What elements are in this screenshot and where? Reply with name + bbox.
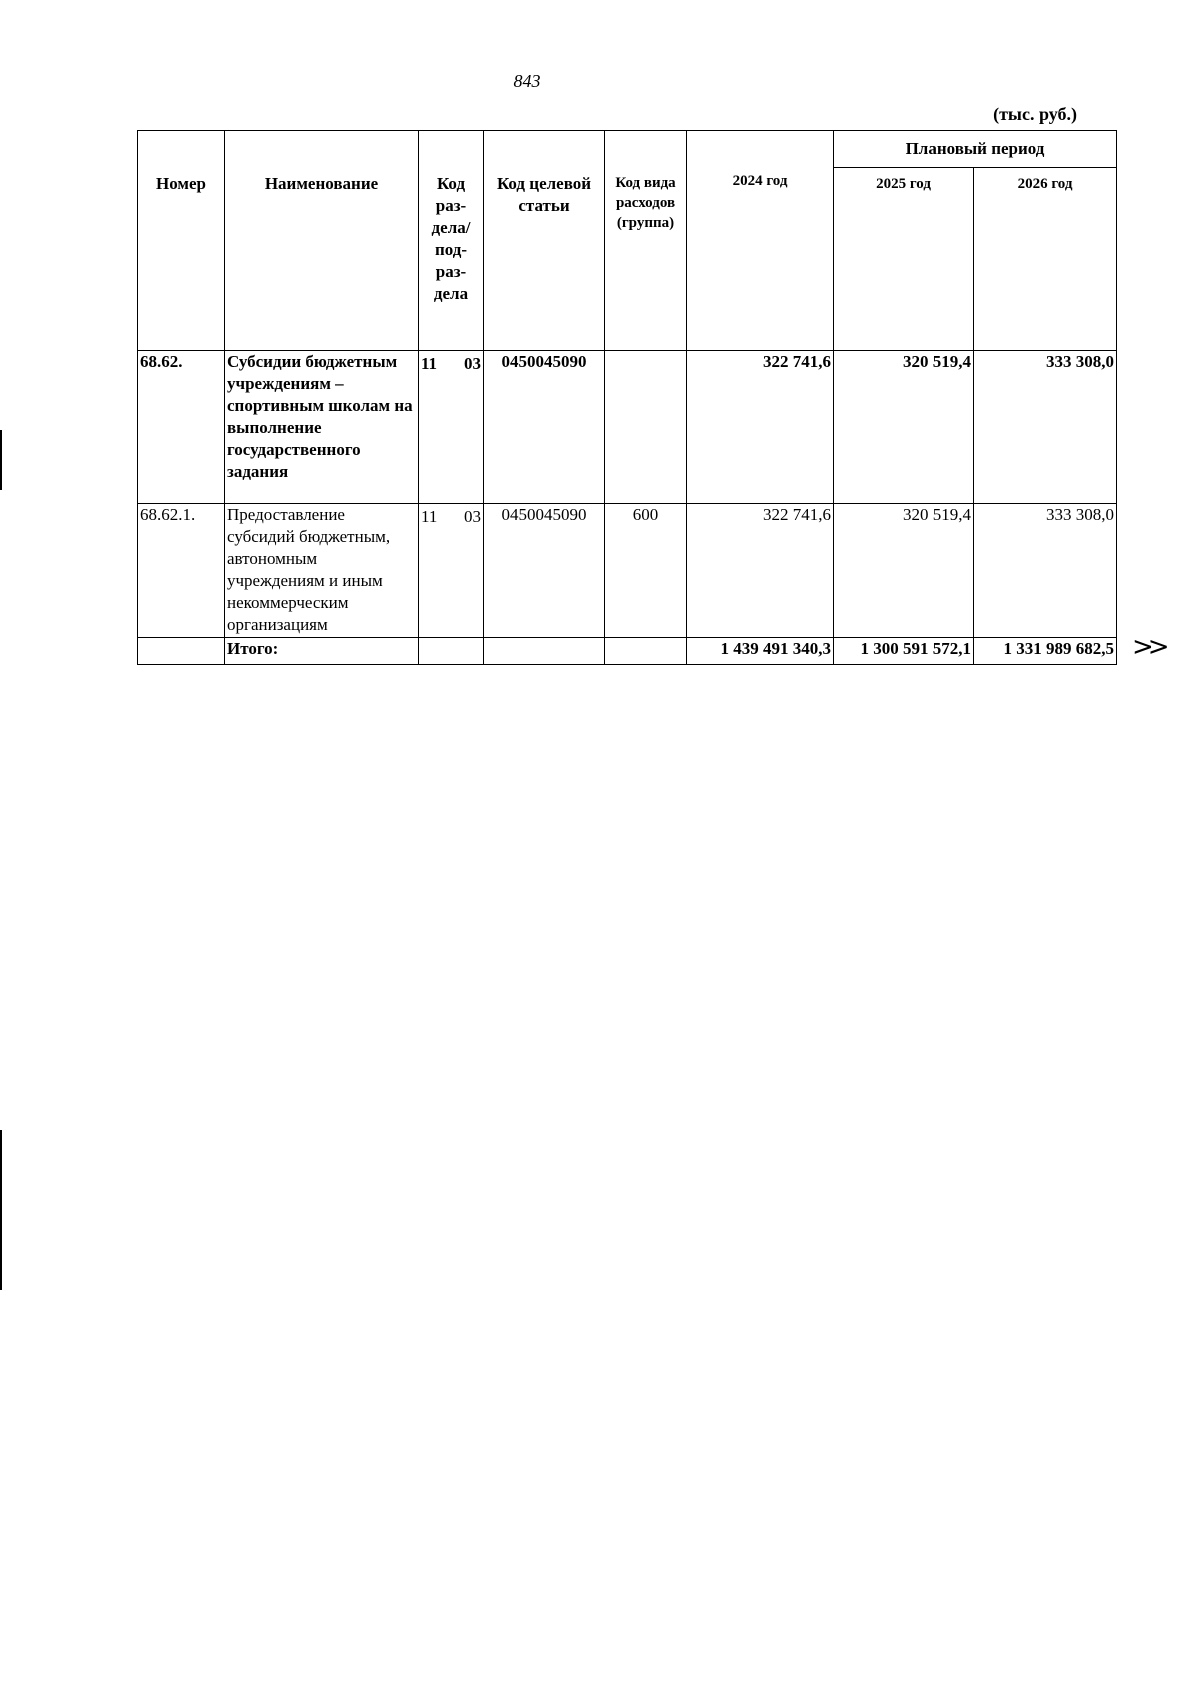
budget-table xyxy=(137,130,1117,665)
row-2026: 333 308,0 xyxy=(974,504,1117,638)
row-2024: 322 741,6 xyxy=(687,351,834,504)
row-number: 68.62. xyxy=(138,351,225,504)
row-subsection: 03 xyxy=(464,507,481,526)
row-name: Предоставление субсидий бюджетным, автономным учреждениям и иным некоммерческим организациям xyxy=(225,504,419,638)
row-number: 68.62.1. xyxy=(138,504,225,638)
total-2025: 1 300 591 572,1 xyxy=(834,638,974,665)
total-section-cell xyxy=(419,638,484,665)
row-target-code: 0450045090 xyxy=(484,351,605,504)
scan-margin-line xyxy=(0,430,2,490)
header-expense-type: Код вида расходов (группа) xyxy=(605,131,687,351)
row-name: Субсидии бюджетным учреждениям – спортивным школам на выполнение государственного задания xyxy=(225,351,419,504)
row-section: 11 xyxy=(421,507,438,526)
header-number: Номер xyxy=(138,131,225,351)
table-row xyxy=(138,351,1117,504)
units-label: (тыс. руб.) xyxy=(993,104,1077,124)
row-expense-type xyxy=(605,351,687,504)
row-target-code: 0450045090 xyxy=(484,504,605,638)
table-row xyxy=(138,504,1117,638)
header-planned-period: Плановый период xyxy=(834,131,1117,168)
row-2025: 320 519,4 xyxy=(834,351,974,504)
total-number-cell xyxy=(138,638,225,665)
row-section-code xyxy=(419,504,484,638)
header-year-2024: 2024 год xyxy=(687,131,834,351)
header-year-2025: 2025 год xyxy=(834,168,974,351)
row-expense-type: 600 xyxy=(605,504,687,638)
total-expense-cell xyxy=(605,638,687,665)
row-2024: 322 741,6 xyxy=(687,504,834,638)
header-section-code: Код раз-дела/ под-раз-дела xyxy=(419,131,484,351)
header-year-2026: 2026 год xyxy=(974,168,1117,351)
total-2024: 1 439 491 340,3 xyxy=(687,638,834,665)
row-section-code xyxy=(419,351,484,504)
header-name: Наименование xyxy=(225,131,419,351)
page-number: 843 xyxy=(513,71,541,91)
scan-margin-line xyxy=(0,1130,2,1290)
total-label: Итого: xyxy=(225,638,419,665)
total-2026: 1 331 989 682,5 xyxy=(974,638,1117,665)
continuation-mark: >> xyxy=(1132,632,1164,662)
row-section: 11 xyxy=(421,354,438,373)
header-target-code: Код целевой статьи xyxy=(484,131,605,351)
row-2026: 333 308,0 xyxy=(974,351,1117,504)
row-2025: 320 519,4 xyxy=(834,504,974,638)
total-target-cell xyxy=(484,638,605,665)
total-row xyxy=(138,638,1117,665)
row-subsection: 03 xyxy=(464,354,481,373)
